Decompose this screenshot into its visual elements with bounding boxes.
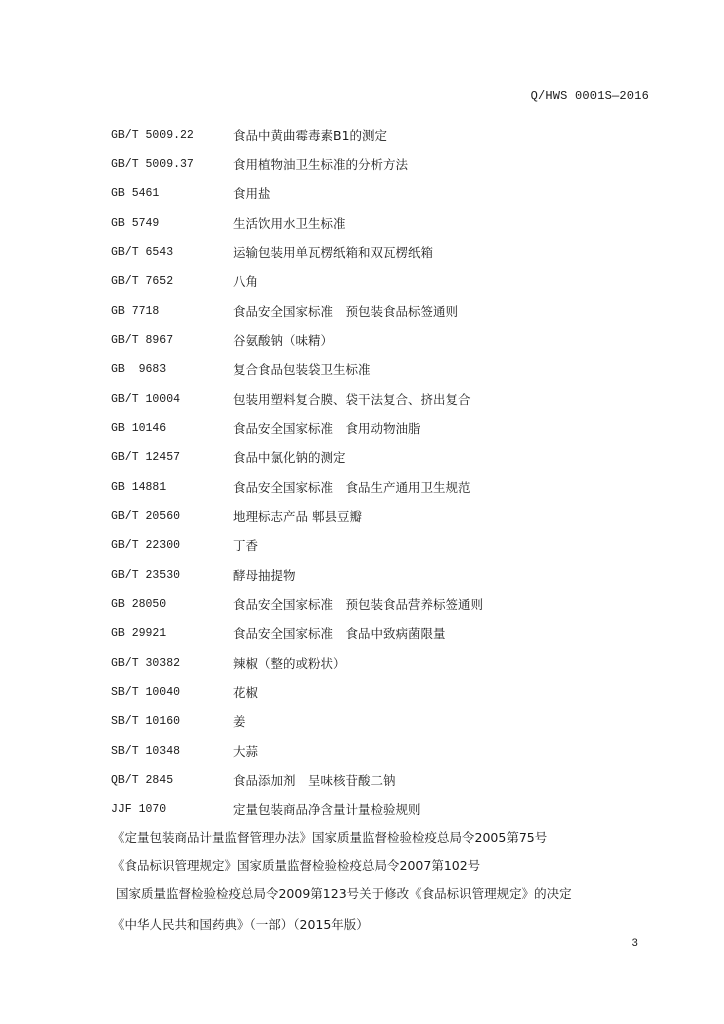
reference-code: GB/T 8967 <box>111 334 174 347</box>
reference-code: GB 9683 <box>111 363 167 376</box>
regulation-entry: 国家质量监督检验检疫总局令2009第123号关于修改《食品标识管理规定》的决定 <box>112 886 572 901</box>
reference-title: 食用植物油卫生标准的分析方法 <box>233 157 409 172</box>
reference-code: GB/T 20560 <box>111 510 181 523</box>
reference-title: 辣椒（整的或粉状） <box>233 656 346 671</box>
reference-code: SB/T 10348 <box>111 745 181 758</box>
reference-title: 食品安全国家标准 食用动物油脂 <box>233 421 421 436</box>
reference-title: 姜 <box>233 714 246 729</box>
reference-code: GB 28050 <box>111 598 167 611</box>
reference-row <box>0 771 724 791</box>
reference-code: GB/T 5009.37 <box>111 158 194 171</box>
reference-title: 八角 <box>233 274 259 289</box>
document-code-header: Q/HWS 0001S—2016 <box>530 89 649 103</box>
reference-title: 食品中氯化钠的测定 <box>233 450 346 465</box>
reference-row <box>0 624 724 644</box>
reference-row <box>0 184 724 204</box>
reference-code: GB 14881 <box>111 481 167 494</box>
reference-row <box>0 331 724 351</box>
reference-title: 地理标志产品 郫县豆瓣 <box>233 509 362 524</box>
reference-row <box>0 478 724 498</box>
reference-title: 定量包装商品净含量计量检验规则 <box>233 802 421 817</box>
reference-title: 食品安全国家标准 预包装食品标签通则 <box>233 304 459 319</box>
reference-row <box>0 419 724 439</box>
reference-title: 食品中黄曲霉毒素B1的测定 <box>233 128 388 143</box>
reference-row <box>0 507 724 527</box>
reference-row <box>0 272 724 292</box>
reference-code: GB 5749 <box>111 217 160 230</box>
reference-row <box>0 595 724 615</box>
reference-title: 大蒜 <box>233 744 259 759</box>
regulation-entry: 《定量包装商品计量监督管理办法》国家质量监督检验检疫总局令2005第75号 <box>112 830 548 845</box>
reference-code: SB/T 10040 <box>111 686 181 699</box>
reference-row <box>0 243 724 263</box>
regulation-entry: 《中华人民共和国药典》（一部）（2015年版） <box>112 917 369 932</box>
reference-code: QB/T 2845 <box>111 774 174 787</box>
reference-title: 食品安全国家标准 食品生产通用卫生规范 <box>233 480 471 495</box>
reference-row <box>0 448 724 468</box>
reference-code: GB/T 12457 <box>111 451 181 464</box>
reference-title: 食品安全国家标准 预包装食品营养标签通则 <box>233 597 484 612</box>
reference-code: GB/T 10004 <box>111 393 181 406</box>
reference-title: 花椒 <box>233 685 259 700</box>
reference-row <box>0 126 724 146</box>
reference-row <box>0 712 724 732</box>
reference-code: JJF 1070 <box>111 803 167 816</box>
reference-title: 包装用塑料复合膜、袋干法复合、挤出复合 <box>233 392 471 407</box>
reference-code: GB 29921 <box>111 627 167 640</box>
reference-row <box>0 654 724 674</box>
reference-row <box>0 302 724 322</box>
reference-title: 运输包装用单瓦楞纸箱和双瓦楞纸箱 <box>233 245 434 260</box>
reference-title: 谷氨酸钠（味精） <box>233 333 334 348</box>
reference-title: 酵母抽提物 <box>233 568 296 583</box>
reference-code: GB 7718 <box>111 305 160 318</box>
reference-title: 丁香 <box>233 538 259 553</box>
reference-code: GB/T 7652 <box>111 275 174 288</box>
reference-title: 食品安全国家标准 食品中致病菌限量 <box>233 626 446 641</box>
reference-code: GB/T 6543 <box>111 246 174 259</box>
reference-code: SB/T 10160 <box>111 715 181 728</box>
reference-row <box>0 800 724 820</box>
regulation-entry: 《食品标识管理规定》国家质量监督检验检疫总局令2007第102号 <box>112 858 481 873</box>
reference-code: GB/T 30382 <box>111 657 181 670</box>
reference-row <box>0 683 724 703</box>
reference-title: 生活饮用水卫生标准 <box>233 216 346 231</box>
reference-row <box>0 214 724 234</box>
reference-row <box>0 360 724 380</box>
reference-row <box>0 566 724 586</box>
reference-row <box>0 155 724 175</box>
reference-title: 食品添加剂 呈味核苷酸二钠 <box>233 773 396 788</box>
reference-code: GB/T 23530 <box>111 569 181 582</box>
reference-row <box>0 536 724 556</box>
reference-title: 复合食品包装袋卫生标准 <box>233 362 371 377</box>
reference-code: GB/T 5009.22 <box>111 129 194 142</box>
page-number: 3 <box>631 938 638 950</box>
reference-title: 食用盐 <box>233 186 271 201</box>
reference-row <box>0 390 724 410</box>
reference-row <box>0 742 724 762</box>
reference-code: GB/T 22300 <box>111 539 181 552</box>
reference-code: GB 10146 <box>111 422 167 435</box>
reference-code: GB 5461 <box>111 187 160 200</box>
